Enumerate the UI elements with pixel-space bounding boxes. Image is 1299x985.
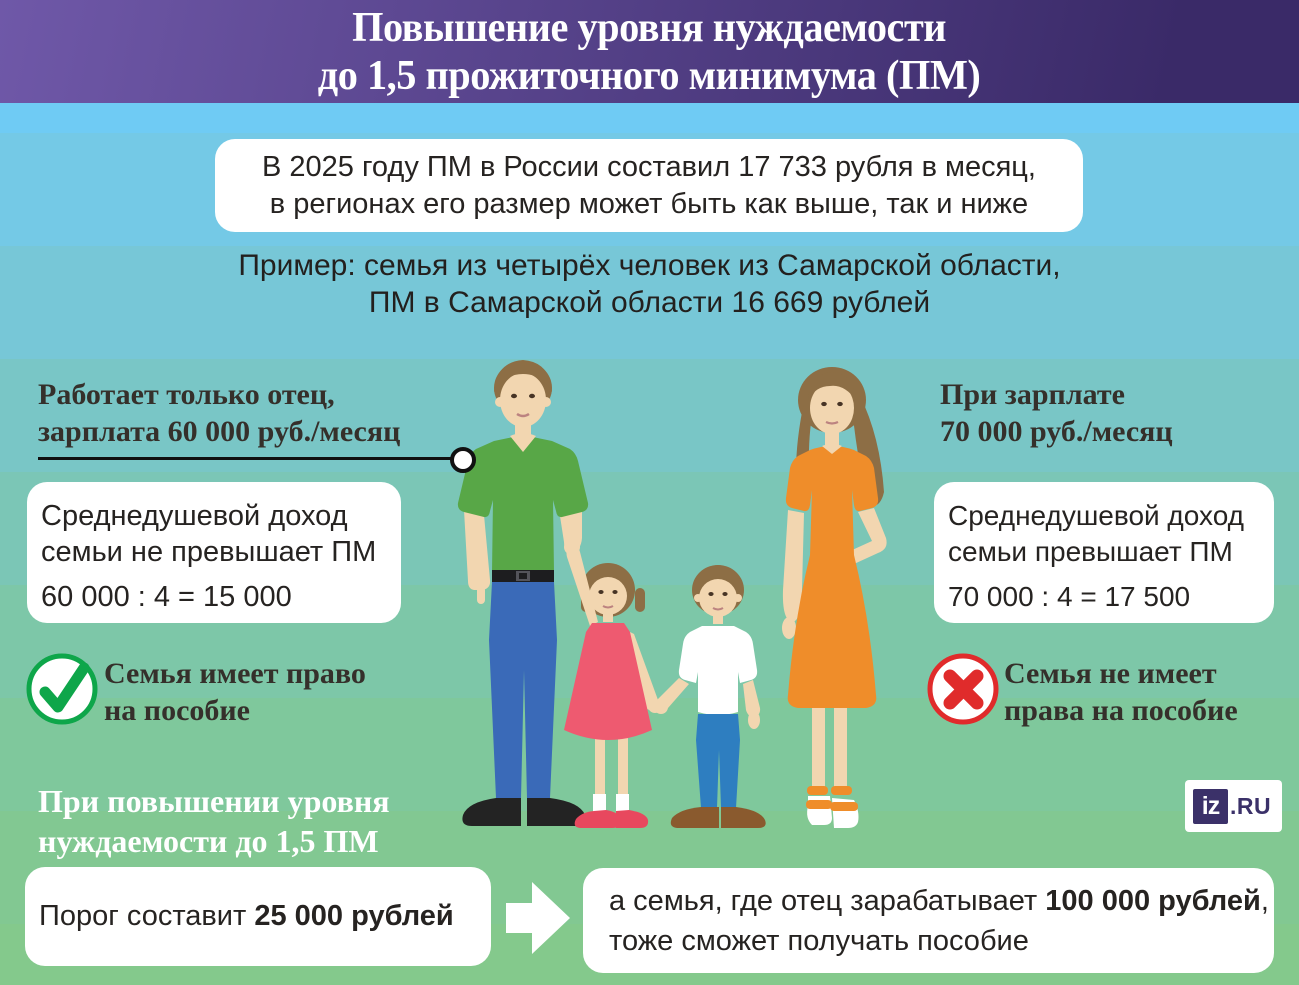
result-line1 [609, 881, 1274, 921]
family-illustration [430, 340, 940, 840]
left-verdict-line2: на пособие [104, 694, 250, 727]
right-income-formula: 70 000 : 4 = 17 500 [948, 581, 1191, 612]
example-line2: ПМ в Самарской области 16 669 рублей [368, 286, 931, 319]
left-verdict-text [104, 655, 366, 729]
right-verdict-line1: Семья не имеет [1004, 657, 1217, 690]
right-income-line1: Среднедушевой доход [948, 500, 1245, 531]
threshold-card [25, 867, 491, 966]
result-card [583, 868, 1274, 973]
example-line1: Пример: семья из четырёх человек из Самарской области, [238, 249, 1061, 282]
reform-heading-line2: нуждаемости до 1,5 ПМ [38, 823, 379, 859]
iz-logo-letters: iz [1201, 791, 1220, 820]
left-income-card [27, 482, 401, 623]
result-amount: 100 000 рублей [1045, 884, 1261, 917]
left-income-formula: 60 000 : 4 = 15 000 [41, 581, 292, 613]
page-title-line1: Повышение уровня нуждаемости [352, 4, 947, 51]
cross-icon [925, 651, 1002, 728]
right-heading-line2: 70 000 руб./месяц [940, 415, 1173, 448]
right-verdict-text [1004, 655, 1238, 729]
reform-heading [38, 781, 390, 861]
example-caption [0, 247, 1299, 321]
right-income-card [934, 482, 1274, 623]
page-title [318, 4, 981, 100]
result-suffix: , [1260, 884, 1269, 917]
page-title-line2: до 1,5 прожиточного минимума (ПМ) [318, 52, 981, 99]
left-verdict-line1: Семья имеет право [104, 657, 366, 690]
arrow-right-icon [506, 877, 570, 959]
right-income-line2: семьи превышает ПМ [948, 536, 1233, 567]
iz-logo-square [1193, 789, 1228, 824]
left-heading-line2: зарплата 60 000 руб./месяц [38, 415, 401, 448]
father-figure [458, 360, 588, 826]
left-scenario-heading [38, 376, 400, 450]
left-heading-line1: Работает только отец, [38, 378, 335, 411]
header [0, 0, 1299, 103]
threshold-prefix: Порог составит [39, 900, 255, 932]
callout-dot [450, 447, 476, 473]
pm-info-card [215, 139, 1083, 232]
iz-logo-ru: .RU [1230, 792, 1272, 819]
pm-info-line2: в регионах его размер может быть как выше, так и ниже [269, 187, 1029, 220]
reform-heading-line1: При повышении уровня [38, 783, 390, 819]
pm-info-line1: В 2025 году ПМ в России составил 17 733 рубля в месяц, [262, 150, 1036, 183]
left-income-line1: Среднедушевой доход [41, 500, 348, 532]
son-figure [654, 565, 766, 828]
right-heading-line1: При зарплате [940, 378, 1125, 411]
right-scenario-heading [940, 376, 1173, 450]
iz-ru-logo[interactable] [1185, 780, 1282, 832]
callout-line [38, 457, 451, 460]
threshold-amount: 25 000 рублей [254, 900, 454, 932]
right-verdict-line2: права на пособие [1004, 694, 1238, 727]
threshold-text [39, 900, 454, 933]
check-icon [24, 651, 101, 728]
result-line2: тоже сможет получать пособие [609, 924, 1029, 957]
left-income-line2: семьи не превышает ПМ [41, 536, 377, 568]
result-prefix: а семья, где отец зарабатывает [609, 884, 1046, 917]
daughter-figure [564, 546, 662, 828]
mother-figure [782, 367, 887, 828]
